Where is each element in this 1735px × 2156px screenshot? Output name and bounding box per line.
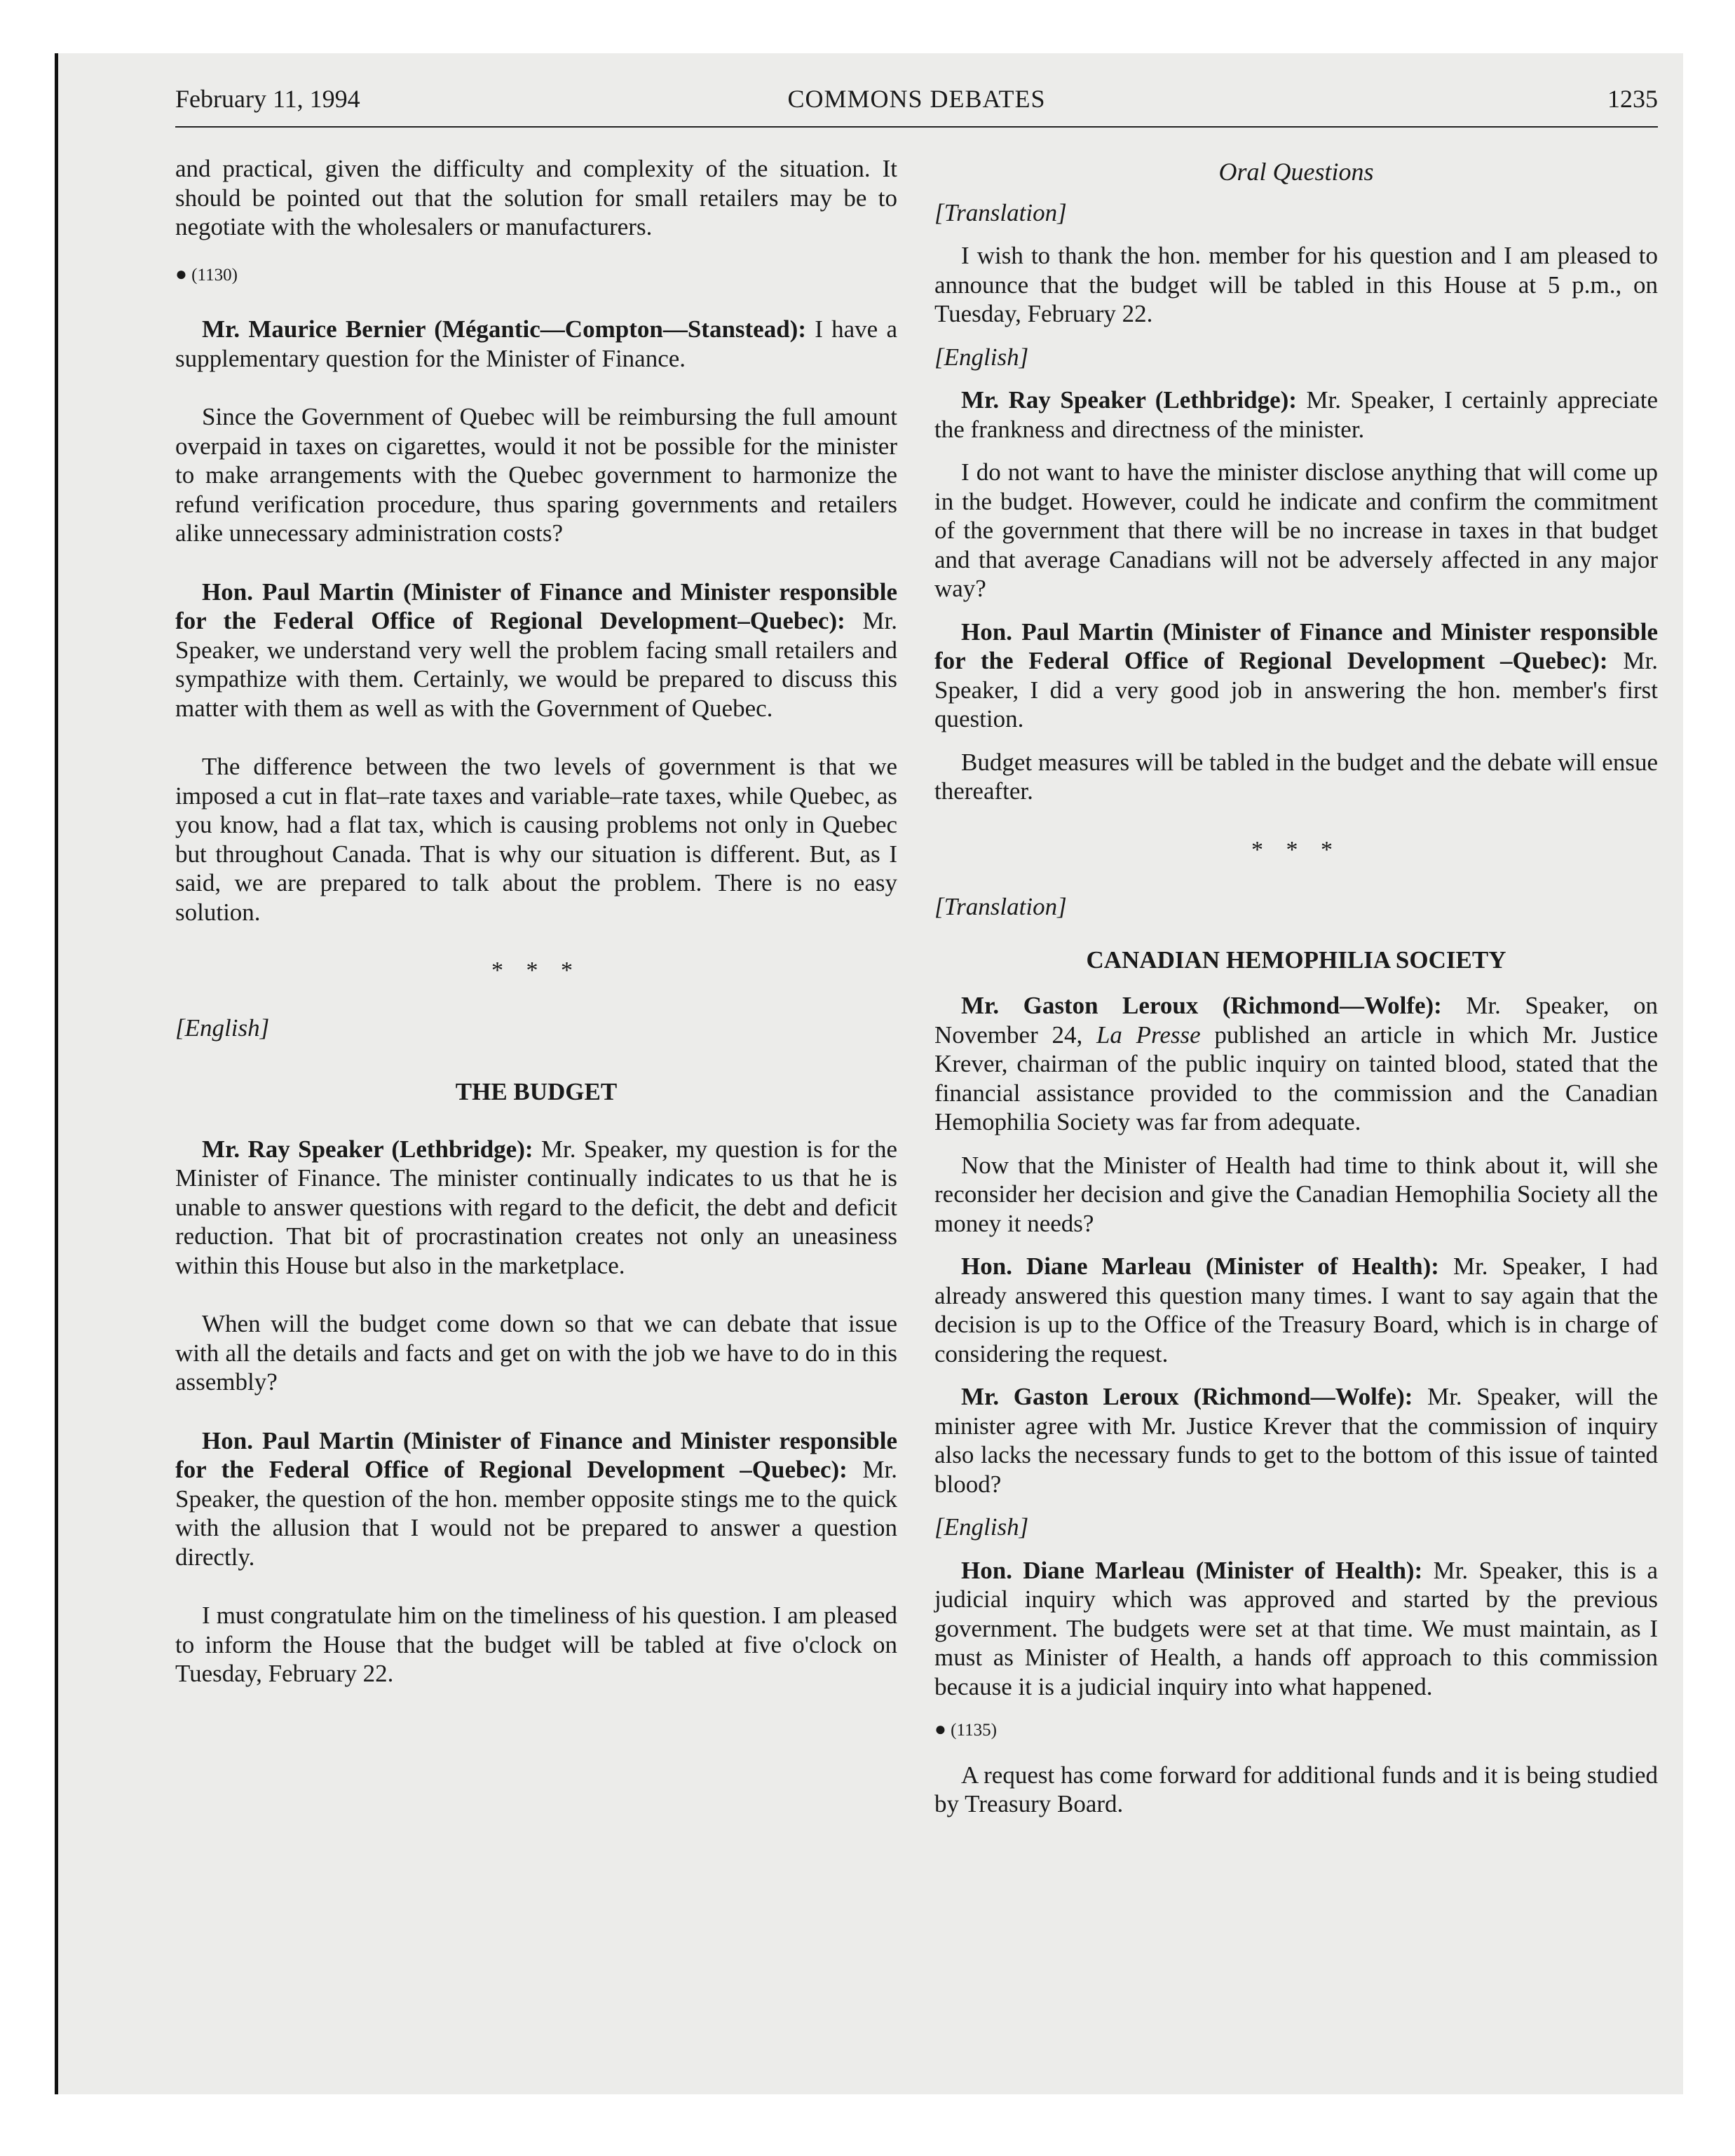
paragraph: Budget measures will be tabled in the budget and the debate will ensue thereafter.	[934, 748, 1658, 805]
speech	[934, 991, 1658, 1137]
section-heading: CANADIAN HEMOPHILIA SOCIETY	[1086, 946, 1506, 974]
speech	[175, 1426, 897, 1572]
speech-text: published an article in which Mr. Justice Krever, chairman of the public inquiry on tainted blood, stated that the financial assistance provided to the commission and the Canadian Hemophilia Society was far from adequate.	[934, 1021, 1658, 1135]
section-separator: * * *	[1251, 836, 1341, 863]
speaker-name: Hon. Paul Martin (Minister of Finance and Minister responsible for the Federal Office of Regional Development –Quebec):	[175, 1426, 897, 1483]
right-column	[934, 158, 1658, 1833]
time-marker	[175, 260, 897, 290]
speaker-name: Mr. Gaston Leroux (Richmond—Wolfe):	[961, 1383, 1413, 1410]
speaker-name: Hon. Diane Marleau (Minister of Health):	[961, 1556, 1423, 1584]
speech	[175, 315, 897, 373]
paragraph: A request has come forward for additional funds and it is being studied by Treasury Board.	[934, 1761, 1658, 1817]
speech	[934, 618, 1658, 734]
publication-name: La Presse	[1096, 1021, 1201, 1049]
speech-text: Mr. Speaker, I certainly appreciate the frankness and directness of the minister.	[934, 386, 1658, 443]
page-header	[175, 84, 1658, 128]
left-column	[175, 154, 897, 1703]
paragraph: I do not want to have the minister disclose anything that will come up in the budget. However, could he indicate and confirm the commitment of the government that there will be no increase in taxes in that budget and that average Canadians will not be adversely affected in any major way?	[934, 458, 1658, 602]
time-marker-text: (1135)	[951, 1721, 997, 1740]
speech-text: Mr. Speaker, we understand very well the problem facing small retailers and sympathize with them. Certainly, we would be prepared to discuss this matter with them as well as with the Government of Quebec.	[175, 607, 897, 722]
speech-text: Mr. Speaker, my question is for the Minister of Finance. The minister continually indicates to us that he is unable to answer questions with regard to the deficit, the debt and deficit reduction. That bit of procrastination creates not only an uneasiness within this House but also in the marketplace.	[175, 1135, 897, 1279]
section-heading: THE BUDGET	[455, 1078, 618, 1105]
speech	[934, 1252, 1658, 1368]
bullet-icon: ●	[934, 1719, 946, 1740]
language-tag: [English]	[175, 1014, 270, 1042]
paragraph: I must congratulate him on the timeliness of his question. I am pleased to inform the House that the budget will be tabled at five o'clock on Tuesday, February 22.	[175, 1602, 897, 1687]
speech	[934, 1556, 1658, 1702]
paragraph: I wish to thank the hon. member for his question and I am pleased to announce that the budget will be tabled in this House at 5 p.m., on Tuesday, February 22.	[934, 242, 1658, 327]
speech	[175, 578, 897, 723]
header-title: COMMONS DEBATES	[787, 85, 1046, 113]
speech-text: I have a supplementary question for the Minister of Finance.	[175, 315, 897, 372]
section-separator: * * *	[491, 957, 581, 983]
time-marker	[934, 1715, 1658, 1745]
speaker-name: Mr. Maurice Bernier (Mégantic—Compton—Stanstead):	[202, 315, 806, 343]
paragraph: and practical, given the difficulty and complexity of the situation. It should be pointed out that the solution for small retailers may be to negotiate with the wholesalers or manufacturers.	[175, 155, 897, 240]
speech-text: Mr. Speaker, I had already answered this question many times. I want to say again that the decision is up to the Office of the Treasury Board, which is in charge of considering the request.	[934, 1253, 1658, 1367]
header-date: February 11, 1994	[175, 85, 360, 113]
speech	[934, 386, 1658, 444]
speech-text: Mr. Speaker, the question of the hon. member opposite stings me to the quick with the allusion that I would not be prepared to answer a question directly.	[175, 1456, 897, 1571]
time-marker-text: (1130)	[191, 265, 238, 285]
speech-text: Mr. Speaker, this is a judicial inquiry which was approved and started by the previous government. The budgets were set at that time. We must maintain, as I must as Minister of Health, a hands off approach to this commission because it is a judicial inquiry into what happened.	[934, 1556, 1658, 1700]
bullet-icon: ●	[175, 263, 187, 285]
speaker-name: Mr. Ray Speaker (Lethbridge):	[202, 1135, 533, 1163]
paragraph: Now that the Minister of Health had time to think about it, will she reconsider her decision and give the Canadian Hemophilia Society all the money it needs?	[934, 1151, 1658, 1237]
language-tag: [English]	[934, 1513, 1029, 1541]
language-tag: [English]	[934, 343, 1029, 371]
speaker-name: Hon. Diane Marleau (Minister of Health):	[961, 1253, 1439, 1280]
speech	[175, 1135, 897, 1281]
speaker-name: Mr. Ray Speaker (Lethbridge):	[961, 386, 1297, 414]
language-tag: [Translation]	[934, 198, 1067, 226]
paragraph: When will the budget come down so that we can debate that issue with all the details and facts and get on with the job we have to do in this assembly?	[175, 1310, 897, 1396]
page-number: 1235	[1607, 85, 1658, 113]
speech-text: Mr. Speaker, on November 24,	[934, 992, 1658, 1049]
paragraph: The difference between the two levels of government is that we imposed a cut in flat–rate taxes and variable–rate taxes, while Quebec, as you know, had a flat tax, which is causing problems not only in Quebec but throughout Canada. That is why our situation is different. But, as I said, we are prepared to talk about the problem. There is no easy solution.	[175, 753, 897, 926]
speaker-name: Hon. Paul Martin (Minister of Finance and Minister responsible for the Federal Office of Regional Development –Quebec):	[934, 618, 1658, 674]
paragraph: Since the Government of Quebec will be reimbursing the full amount overpaid in taxes on cigarettes, would it not be possible for the minister to make arrangements with the Quebec government to harmonize the refund verification procedure, thus sparing governments and retailers alike unnecessary administration costs?	[175, 403, 897, 547]
speech-text: Mr. Speaker, I did a very good job in answering the hon. member's first question.	[934, 647, 1658, 732]
speech	[934, 1382, 1658, 1499]
speaker-name: Hon. Paul Martin (Minister of Finance and Minister responsible for the Federal Office of Regional Development–Quebec):	[175, 578, 897, 634]
language-tag: [Translation]	[934, 893, 1067, 920]
speech-text: Mr. Speaker, will the minister agree with Mr. Justice Krever that the commission of inquiry also lacks the necessary funds to get to the bottom of this issue of tainted blood?	[934, 1383, 1659, 1498]
speaker-name: Mr. Gaston Leroux (Richmond—Wolfe):	[961, 992, 1442, 1019]
section-subtitle: Oral Questions	[1218, 158, 1374, 186]
